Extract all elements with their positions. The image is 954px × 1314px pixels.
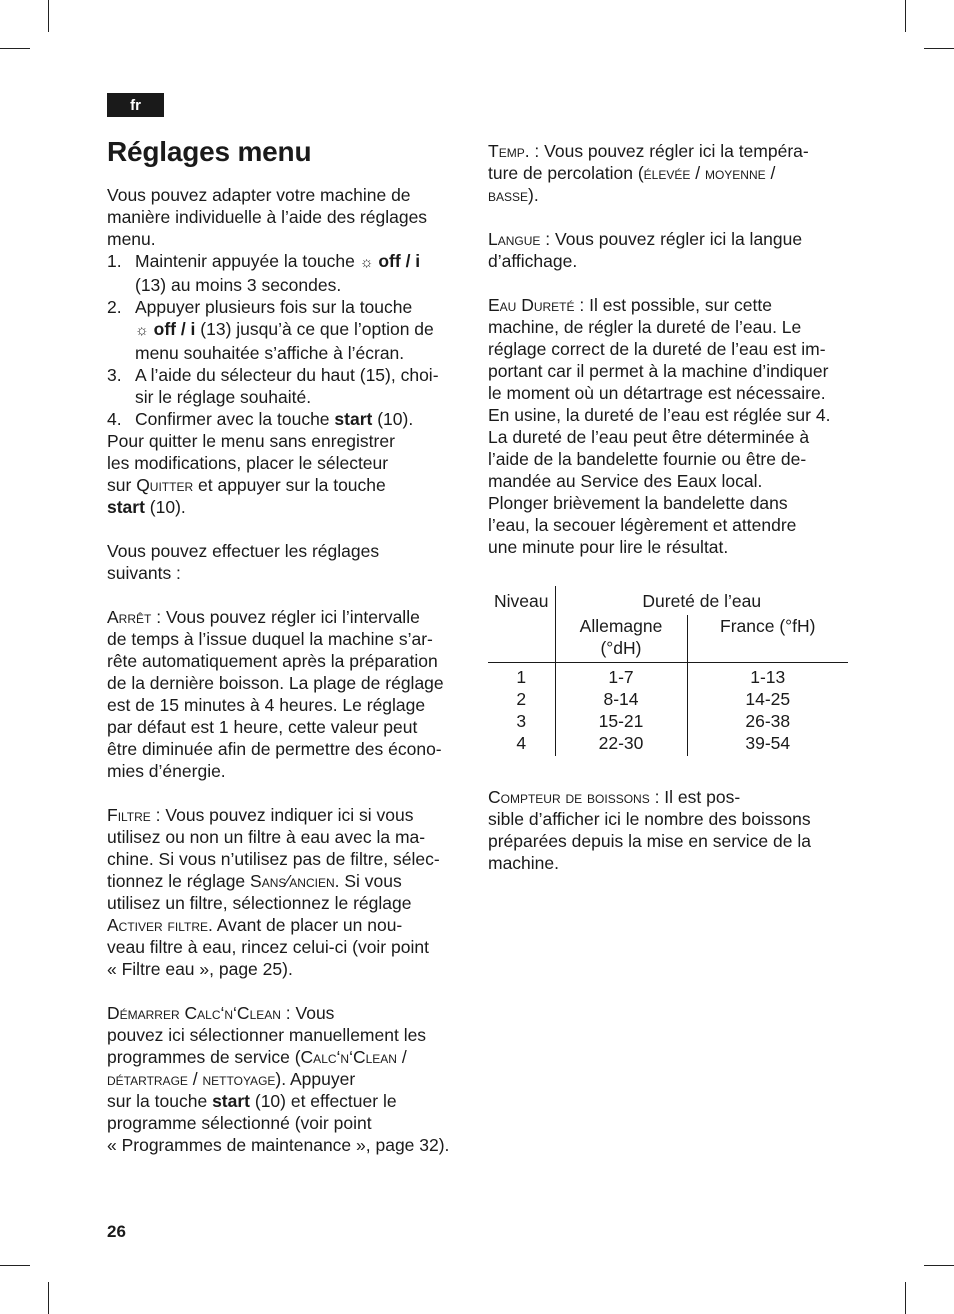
crop-mark	[48, 1282, 49, 1314]
crop-mark	[905, 0, 906, 32]
crop-mark	[924, 48, 954, 49]
crop-mark	[0, 48, 30, 49]
crop-mark	[48, 0, 49, 32]
demarrer-term: Démarrer Calc‘n‘Clean	[107, 1003, 281, 1023]
table-row: 2 8-14 14-25	[488, 688, 848, 710]
steps-list	[107, 250, 469, 430]
crop-mark	[905, 1282, 906, 1314]
language-tab: fr	[107, 93, 164, 117]
table-row: 4 22-30 39-54	[488, 732, 848, 756]
demarrer-section: Démarrer Calc‘n‘Clean : Vous pouvez ici sélectionner manuellement les programmes de service (Calc‘n‘Clean / détartrage / nettoyage). Appuyer sur la touche start (10) et effectuer le programme sélectionné (voir point « Programmes de maintenance », page 32).	[107, 1003, 450, 1155]
header-level: Niveau	[494, 591, 549, 611]
filtre-section: Filtre : Vous pouvez indiquer ici si vous utilisez ou non un filtre à eau avec la ma- chine. Si vous n’utilisez pas de filtre, sélec- tionnez le réglage Sans∕ancien. Si vous utilisez un filtre, sélectionnez le réglage Activer filtre. Avant de placer un nou- veau filtre à eau, rincez celui-ci (voir point « Filtre eau », page 25).	[107, 805, 440, 979]
page-title: Réglages menu	[107, 136, 312, 167]
intro-text: Vous pouvez adapter votre machine de manière individuelle à l’aide des réglages menu.	[107, 185, 428, 249]
step-item: 3. A l’aide du sélecteur du haut (15), choi- sir le réglage souhaité.	[107, 365, 439, 407]
langue-section: Langue : Vous pouvez régler ici la langue d’affichage.	[488, 229, 803, 271]
power-icon: ☼	[135, 322, 149, 339]
arret-section: Arrêt : Vous pouvez régler ici l’intervalle de temps à l’issue duquel la machine s’ar- rête automatiquement après la préparation de la dernière boisson. La plage de réglage est de 15 minutes à 4 heures. Le réglage par défaut est 1 heure, cette valeur peut être diminuée afin de permettre des écono- mies d’énergie.	[107, 607, 444, 781]
quit-text: Pour quitter le menu sans enregistrer les modifications, placer le sélecteur sur Quitter et appuyer sur la touche start (10).	[107, 431, 395, 517]
step-item: 4. Confirmer avec la touche start (10).	[107, 409, 414, 429]
compteur-section: Compteur de boissons : Il est pos- sible d’afficher ici le nombre des boissons préparées depuis la mise en service de la machine.	[488, 787, 811, 873]
crop-mark	[0, 1265, 30, 1266]
compteur-term: Compteur de boissons	[488, 787, 650, 807]
page-number: 26	[107, 1222, 126, 1241]
filtre-term: Filtre	[107, 805, 151, 825]
step-item: 2. Appuyer plusieurs fois sur la touche ☼ off / i (13) jusqu’à ce que l’option de menu souhaitée s’affiche à l’écran.	[107, 297, 434, 363]
table-row: 3 15-21 26-38	[488, 710, 848, 732]
table-row: 1 1-7 1-13	[488, 663, 848, 689]
arret-term: Arrêt	[107, 607, 152, 627]
durete-section: Eau Dureté : Il est possible, sur cette machine, de régler la dureté de l’eau. Le réglage correct de la dureté de l’eau est im- portant car il permet à la machine d’indiquer le moment où un détartrage est nécessaire. En usine, la dureté de l’eau est réglée sur 4. La dureté de l’eau peut être déterminée à l’aide de la bandelette fournie ou être de- mandée au Service des Eaux local. Plonger brièvement la bandelette dans l’eau, la secouer légèrement et attendre une minute pour lire le résultat.	[488, 295, 831, 557]
durete-term: Eau Dureté	[488, 295, 575, 315]
langue-term: Langue	[488, 229, 541, 249]
settings-intro: Vous pouvez effectuer les réglages suivants :	[107, 541, 380, 583]
header-hardness: Dureté de l’eau	[555, 586, 848, 615]
step-item: 1. Maintenir appuyée la touche ☼ off / i (13) au moins 3 secondes.	[107, 251, 421, 295]
temp-term: Temp.	[488, 141, 530, 161]
right-column	[488, 140, 850, 874]
crop-mark	[924, 1265, 954, 1266]
water-hardness-table	[488, 586, 848, 756]
left-column	[107, 136, 469, 1156]
temp-section: Temp. : Vous pouvez régler ici la tempéra- ture de percolation (élevée / moyenne / basse).	[488, 141, 809, 205]
header-germany: Allemagne (°dH)	[555, 615, 687, 663]
header-france: France (°fH)	[687, 615, 848, 663]
power-icon: ☼	[359, 254, 374, 271]
